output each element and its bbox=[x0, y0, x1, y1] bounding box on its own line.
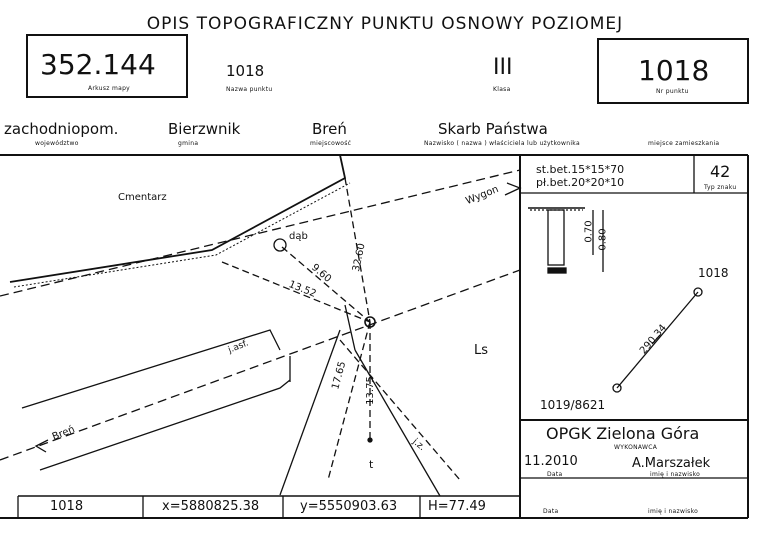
residence-label: miejsce zamieszkania bbox=[648, 140, 720, 147]
marker-type: 42 bbox=[710, 162, 731, 181]
voivodeship: zachodniopom. bbox=[4, 120, 119, 138]
class-value: III bbox=[493, 55, 513, 80]
coord-h: H=77.49 bbox=[428, 499, 486, 514]
point-name: 1018 bbox=[226, 62, 265, 80]
commune: Bierzwnik bbox=[168, 120, 241, 138]
coord-x: x=5880825.38 bbox=[162, 499, 260, 514]
page-title: OPIS TOPOGRAFICZNY PUNKTU OSNOWY POZIOMEJ bbox=[146, 14, 624, 34]
t-mark: t bbox=[369, 458, 374, 471]
executor-company: OPGK Zielona Góra bbox=[546, 424, 700, 443]
owner-label: Nazwisko ( nazwa ) właściciela lub użytkownika bbox=[424, 140, 580, 147]
asphalt-label: j.asf. bbox=[226, 338, 251, 356]
town: Breń bbox=[312, 120, 347, 138]
point-number-label: Nr punktu bbox=[656, 88, 689, 95]
wygon-label: Wygon bbox=[464, 183, 501, 208]
point-number: 1018 bbox=[638, 54, 710, 87]
depth-1: 0.70 bbox=[583, 220, 595, 243]
sheet-number: 352.144 bbox=[40, 48, 156, 81]
depth-2: 0.80 bbox=[597, 228, 609, 251]
oak-symbol bbox=[274, 239, 286, 251]
dist-9-60: 9.60 bbox=[309, 262, 334, 285]
ref-point-a: 1018 bbox=[698, 266, 729, 280]
dirt-road-label: j.z. bbox=[410, 437, 427, 453]
dist-13-52: 13.52 bbox=[286, 279, 318, 300]
ref-point-b: 1019/8621 bbox=[540, 398, 606, 412]
class-label: Klasa bbox=[493, 86, 511, 93]
footer-name-label: imię i nazwisko bbox=[648, 508, 699, 515]
voivodeship-label: województwo bbox=[35, 140, 79, 147]
executor-date: 11.2010 bbox=[524, 454, 578, 469]
executor-name: A.Marszałek bbox=[632, 456, 711, 471]
dist-17-65: 17.65 bbox=[330, 360, 349, 391]
executor-label: WYKONAWCA bbox=[614, 444, 658, 451]
commune-label: gmina bbox=[178, 140, 199, 147]
footer-date-label: Data bbox=[543, 508, 559, 515]
executor-name-label: imię i nazwisko bbox=[650, 471, 701, 478]
dist-32-60: 32.60 bbox=[350, 242, 368, 273]
sheet-label: Arkusz mapy bbox=[88, 85, 131, 92]
marker-spec-1: st.bet.15*15*70 bbox=[536, 163, 625, 176]
point-name-label: Nazwa punktu bbox=[226, 86, 273, 93]
bren-road-label: Breń bbox=[50, 424, 77, 443]
marker-type-label: Typ znaku bbox=[704, 184, 737, 191]
dist-13-75: 13.75 bbox=[364, 376, 376, 405]
ref-distance: 290.34 bbox=[638, 322, 669, 357]
town-label: miejscowość bbox=[310, 140, 352, 147]
coord-y: y=5550903.63 bbox=[300, 499, 398, 514]
executor-date-label: Data bbox=[547, 471, 563, 478]
owner: Skarb Państwa bbox=[438, 120, 548, 138]
coord-point: 1018 bbox=[50, 499, 84, 514]
oak-label: dąb bbox=[289, 231, 308, 242]
cemetery-label: Cmentarz bbox=[118, 192, 167, 203]
marker-spec-2: pł.bet.20*20*10 bbox=[536, 176, 625, 189]
forest-label: Ls bbox=[474, 343, 489, 358]
